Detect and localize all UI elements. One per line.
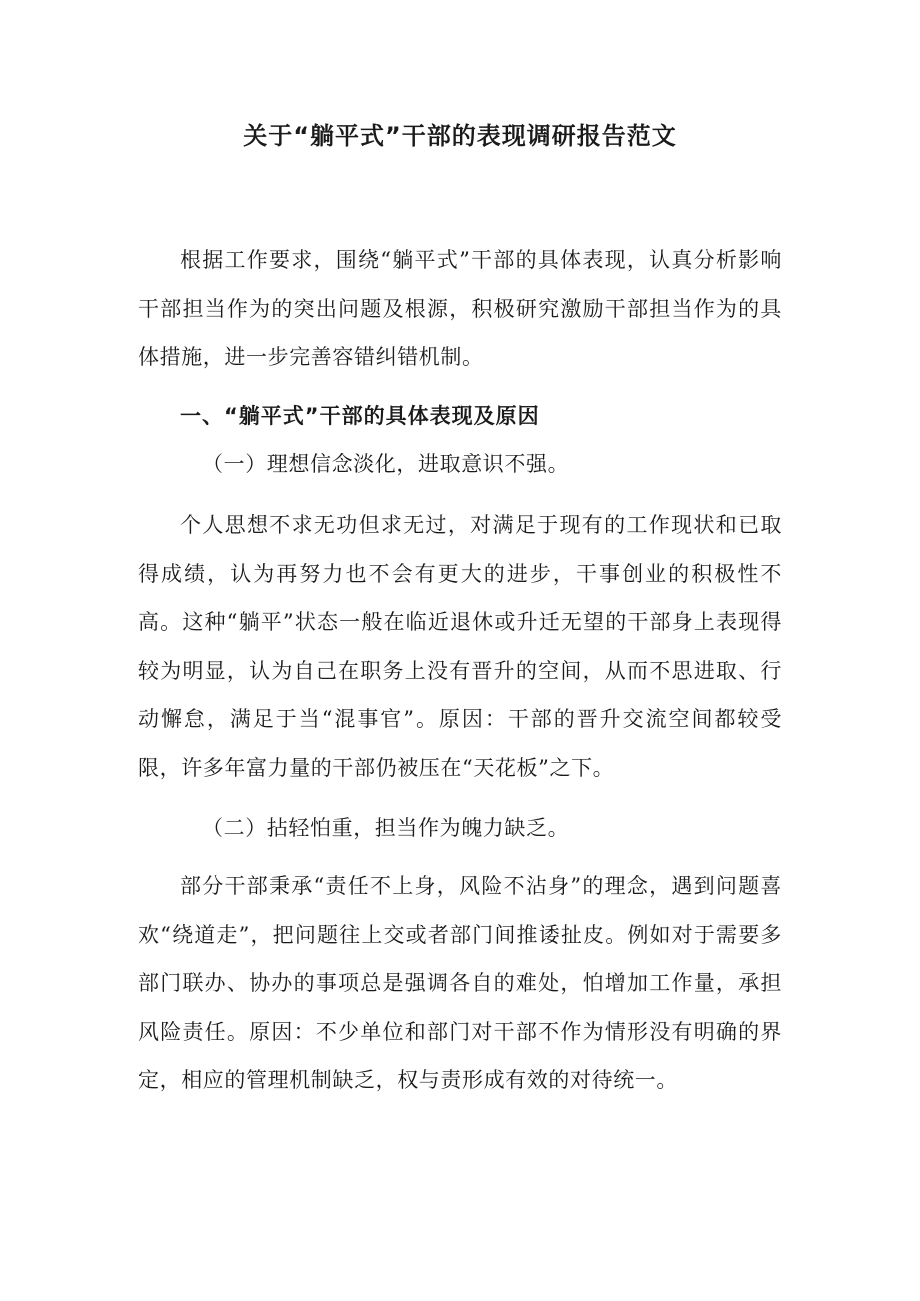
subsection-2-heading: （二）拈轻怕重，担当作为魄力缺乏。 [202,816,570,840]
subsection-2-body: 部分干部秉承“责任不上身，风险不沾身”的理念，遇到问题喜欢“绕道走”，把问题往上交或者部门间推诿扯皮。例如对于需要多部门联办、协办的事项总是强调各自的难处，怕增加工作量，承担风险责任。原因：不少单位和部门对干部不作为情形没有明确的界定，相应的管理机制缺乏，权与责形成有效的对待统一。 [138,874,782,1092]
section-1-heading: 一、“躺平式”干部的具体表现及原因 [180,404,540,428]
subsection-1-heading: （一）理想信念淡化，进取意识不强。 [202,452,570,476]
document-title: 关于“躺平式”干部的表现调研报告范文 [243,122,677,150]
intro-paragraph: 根据工作要求，围绕“躺平式”干部的具体表现，认真分析影响干部担当作为的突出问题及根源，积极研究激励干部担当作为的具体措施，进一步完善容错纠错机制。 [138,248,782,369]
subsection-1-body: 个人思想不求无功但求无过，对满足于现有的工作现状和已取得成绩，认为再努力也不会有更大的进步，干事创业的积极性不高。这种“躺平”状态一般在临近退休或升迁无望的干部身上表现得较为明显，认为自己在职务上没有晋升的空间，从而不思进取、行动懈怠，满足于当“混事官”。原因：干部的晋升交流空间都较受限，许多年富力量的干部仍被压在“天花板”之下。 [138,513,782,780]
